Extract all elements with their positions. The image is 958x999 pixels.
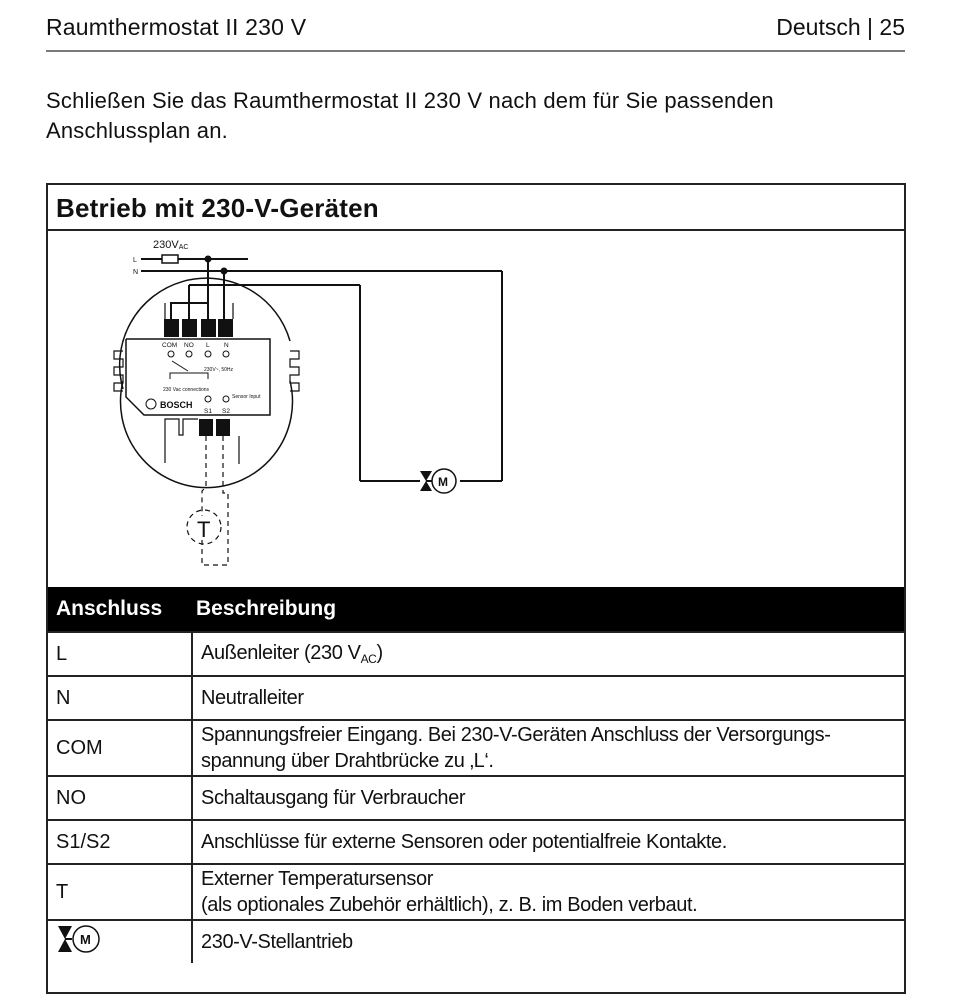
- svg-text:M: M: [80, 932, 91, 947]
- terminal-cell: NO: [48, 776, 192, 820]
- table-row: [48, 632, 904, 676]
- terminal-cell: COM: [48, 720, 192, 776]
- valve-actuator-icon: [420, 469, 456, 493]
- wiring-diagram: [48, 231, 904, 587]
- supply-label: 230VAC: [153, 239, 189, 251]
- table-row: [48, 820, 904, 864]
- valve-motor-icon: [56, 922, 116, 956]
- wiring-diagram-svg: [48, 231, 904, 587]
- table-row: [48, 920, 904, 963]
- svg-text:COM: COM: [162, 342, 178, 349]
- svg-text:230 Vac connections: 230 Vac connections: [163, 387, 210, 393]
- top-terminals: [164, 319, 233, 337]
- section-title: Betrieb mit 230-V-Geräten: [48, 185, 904, 231]
- page-info: Deutsch | 25: [776, 14, 905, 40]
- intro-paragraph: Schließen Sie das Raumthermostat II 230 V nach dem für Sie passenden Anschlussplan an.: [46, 88, 774, 143]
- table-row: [48, 720, 904, 776]
- svg-text:T: T: [197, 517, 211, 542]
- description-cell: Anschlüsse für externe Sensoren oder potentialfreie Kontakte.: [192, 820, 904, 864]
- junction-dot: [221, 268, 228, 275]
- svg-text:S2: S2: [222, 408, 230, 415]
- svg-text:Sensor Input: Sensor Input: [232, 394, 261, 400]
- page-header: [46, 14, 905, 52]
- svg-text:230V~, 50Hz: 230V~, 50Hz: [204, 367, 234, 373]
- table-row: [48, 776, 904, 820]
- description-cell: 230-V-Stellantrieb: [192, 920, 904, 963]
- terminal-cell: [48, 920, 192, 963]
- line-label-n: N: [133, 269, 139, 276]
- fuse-icon: [162, 255, 178, 263]
- column-header-description: Beschreibung: [192, 587, 904, 632]
- table-header-row: [48, 587, 904, 632]
- table-row: [48, 676, 904, 720]
- terminal-cell: T: [48, 864, 192, 920]
- svg-text:NO: NO: [184, 342, 194, 349]
- terminal-cell: N: [48, 676, 192, 720]
- svg-text:S1: S1: [204, 408, 212, 415]
- bosch-logo-icon: [146, 399, 156, 409]
- wiring-section: [46, 183, 906, 994]
- column-header-terminal: Anschluss: [48, 587, 192, 632]
- brand-logo-text: BOSCH: [160, 400, 193, 410]
- description-cell: Externer Temperatursensor (als optionales Zubehör erhältlich), z. B. im Boden verbaut.: [192, 864, 904, 920]
- svg-text:M: M: [438, 475, 448, 489]
- description-cell: Neutralleiter: [192, 676, 904, 720]
- table-row: [48, 864, 904, 920]
- description-cell: Außenleiter (230 $V_{AC}$): [192, 632, 904, 676]
- description-cell: Schaltausgang für Verbraucher: [192, 776, 904, 820]
- svg-text:N: N: [224, 342, 229, 349]
- line-label-l: L: [133, 257, 137, 264]
- connection-table: [48, 587, 904, 963]
- description-cell: Spannungsfreier Eingang. Bei 230-V-Geräten Anschluss der Versorgungs- spannung über Drahtbrücke zu ‚L‘.: [192, 720, 904, 776]
- svg-text:L: L: [206, 342, 210, 349]
- document-title: Raumthermostat II 230 V: [46, 14, 307, 40]
- bottom-terminals: [199, 419, 230, 436]
- terminal-cell: S1/S2: [48, 820, 192, 864]
- junction-dot: [205, 256, 212, 263]
- terminal-cell: L: [48, 632, 192, 676]
